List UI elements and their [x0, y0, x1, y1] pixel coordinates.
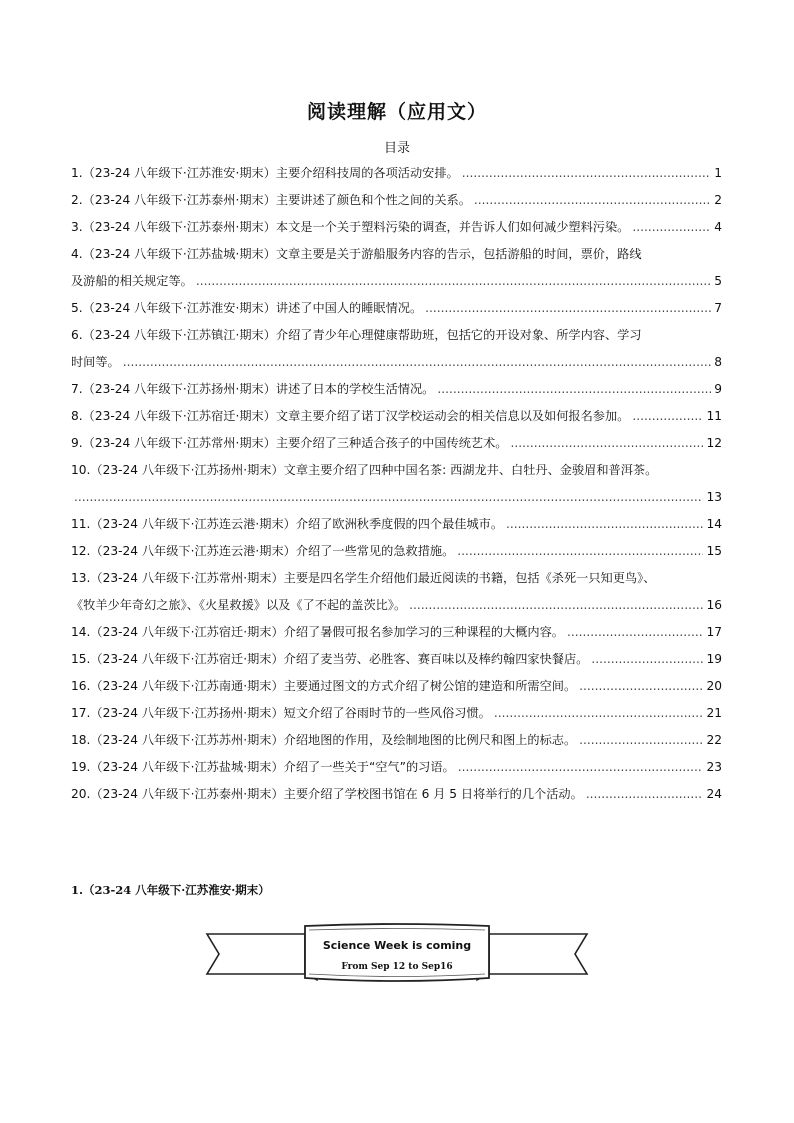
toc-entry-text: 5.（23-24 八年级下·江苏淮安·期末）讲述了中国人的睡眠情况。 [71, 301, 423, 315]
toc-entry[interactable] [71, 649, 722, 676]
toc-leader-dots [632, 217, 711, 238]
toc-entry-text-continued: 《牧羊少年奇幻之旅》、《火星救援》以及《了不起的盖茨比》。 [71, 598, 407, 612]
section-heading: 1.（23-24 八年级下·江苏淮安·期末） [71, 883, 270, 897]
toc-entry[interactable] [71, 541, 722, 568]
toc-leader-dots [494, 703, 704, 724]
toc-page-number: 11 [706, 409, 722, 423]
toc-leader-dots [425, 298, 711, 319]
toc-page-number: 13 [706, 490, 722, 504]
toc-leader-dots [409, 595, 703, 616]
banner-subtitle: From Sep 12 to Sep16 [341, 962, 453, 972]
toc-entry[interactable] [71, 433, 722, 460]
toc-entry-text: 4.（23-24 八年级下·江苏盐城·期末）文章主要是关于游船服务内容的告示，包括游船的时间，票价，路线 [71, 247, 642, 261]
toc-entry-text: 1.（23-24 八年级下·江苏淮安·期末）主要介绍科技周的各项活动安排。 [71, 166, 459, 180]
toc-page-number: 14 [706, 517, 722, 531]
toc-leader-dots [458, 757, 704, 778]
toc-entry-text: 18.（23-24 八年级下·江苏苏州·期末）介绍地图的作用，及绘制地图的比例尺和图上的标志。 [71, 733, 577, 747]
ribbon-banner-icon [205, 922, 589, 990]
toc-leader-dots [567, 622, 704, 643]
toc-entry-text: 17.（23-24 八年级下·江苏扬州·期末）短文介绍了谷雨时节的一些风俗习惯。 [71, 706, 491, 720]
toc-entry-text: 10.（23-24 八年级下·江苏扬州·期末）文章主要介绍了四种中国名茶: 西湖龙井、白牡丹、金骏眉和普洱茶。 [71, 463, 658, 477]
toc-entry[interactable] [71, 379, 722, 406]
toc-page-number: 1 [714, 166, 722, 180]
toc-entry-text: 6.（23-24 八年级下·江苏镇江·期末）介绍了青少年心理健康帮助班，包括它的开设对象、所学内容、学习 [71, 328, 642, 342]
toc-entry[interactable] [71, 622, 722, 649]
toc-heading: 目录 [383, 141, 410, 156]
toc-page-number: 20 [706, 679, 722, 693]
toc-entry-text: 20.（23-24 八年级下·江苏泰州·期末）主要介绍了学校图书馆在 6 月 5 日将举行的几个活动。 [71, 787, 583, 801]
toc-entry[interactable] [71, 568, 722, 622]
toc-entry-text: 13.（23-24 八年级下·江苏常州·期末）主要是四名学生介绍他们最近阅读的书籍，包括《杀死一只知更鸟》、 [71, 571, 656, 585]
toc-entry[interactable] [71, 217, 722, 244]
toc-page-number: 17 [706, 625, 722, 639]
toc-entry[interactable] [71, 460, 722, 514]
page-title: 阅读理解（应用文） [306, 101, 487, 123]
toc-entry[interactable] [71, 325, 722, 379]
toc-entry-text: 14.（23-24 八年级下·江苏宿迁·期末）介绍了暑假可报名参加学习的三种课程的大概内容。 [71, 625, 564, 639]
toc-leader-dots [579, 730, 703, 751]
toc-entry-text: 16.（23-24 八年级下·江苏南通·期末）主要通过图文的方式介绍了树公馆的建造和所需空间。 [71, 679, 577, 693]
toc-entry[interactable] [71, 244, 722, 298]
toc-page-number: 4 [714, 220, 722, 234]
toc-entry[interactable] [71, 406, 722, 433]
toc-leader-dots [437, 379, 711, 400]
toc-entry-text: 15.（23-24 八年级下·江苏宿迁·期末）介绍了麦当劳、必胜客、赛百味以及棒约翰四家快餐店。 [71, 652, 589, 666]
toc-entry[interactable] [71, 676, 722, 703]
toc-page-number: 23 [706, 760, 722, 774]
toc-leader-dots [462, 163, 712, 184]
toc-leader-dots [123, 352, 711, 373]
toc-leader-dots [506, 514, 703, 535]
toc-leader-dots [579, 676, 703, 697]
toc-entry-text: 11.（23-24 八年级下·江苏连云港·期末）介绍了欧洲秋季度假的四个最佳城市。 [71, 517, 504, 531]
toc-entry-text-continued: 时间等。 [71, 355, 120, 369]
toc-page-number: 2 [714, 193, 722, 207]
toc-page-number: 9 [714, 382, 722, 396]
toc-entry-text: 9.（23-24 八年级下·江苏常州·期末）主要介绍了三种适合孩子的中国传统艺术。 [71, 436, 508, 450]
toc-entry[interactable] [71, 703, 722, 730]
toc-page-number: 7 [714, 301, 722, 315]
toc-entry[interactable] [71, 757, 722, 784]
toc-page-number: 5 [714, 274, 722, 288]
banner-title: Science Week is coming [322, 939, 472, 952]
toc-leader-dots [510, 433, 703, 454]
toc-page-number: 19 [706, 652, 722, 666]
toc-entry-text: 12.（23-24 八年级下·江苏连云港·期末）介绍了一些常见的急救措施。 [71, 544, 455, 558]
toc-entry[interactable] [71, 298, 722, 325]
toc-entry[interactable] [71, 784, 722, 811]
toc-leader-dots [586, 784, 704, 805]
toc-entry-text: 2.（23-24 八年级下·江苏泰州·期末）主要讲述了颜色和个性之间的关系。 [71, 193, 471, 207]
toc-page-number: 15 [706, 544, 722, 558]
toc-page-number: 22 [706, 733, 722, 747]
toc-entry[interactable] [71, 190, 722, 217]
toc-entry[interactable] [71, 163, 722, 190]
toc-leader-dots [74, 487, 703, 508]
toc-entry-text: 8.（23-24 八年级下·江苏宿迁·期末）文章主要介绍了诺丁汉学校运动会的相关信息以及如何报名参加。 [71, 409, 630, 423]
toc-page-number: 12 [706, 436, 722, 450]
toc-entry-text: 19.（23-24 八年级下·江苏盐城·期末）介绍了一些关于“空气”的习语。 [71, 760, 455, 774]
toc-leader-dots [196, 271, 711, 292]
toc-page-number: 8 [714, 355, 722, 369]
toc-leader-dots [591, 649, 703, 670]
toc-entry-text: 7.（23-24 八年级下·江苏扬州·期末）讲述了日本的学校生活情况。 [71, 382, 435, 396]
toc-entry[interactable] [71, 730, 722, 757]
toc-entry-text: 3.（23-24 八年级下·江苏泰州·期末）本文是一个关于塑料污染的调查，并告诉人们如何减少塑料污染。 [71, 220, 630, 234]
toc-leader-dots [632, 406, 703, 427]
toc-leader-dots [474, 190, 711, 211]
toc-leader-dots [457, 541, 703, 562]
toc-page-number: 16 [706, 598, 722, 612]
toc-page-number: 21 [706, 706, 722, 720]
science-week-banner [205, 922, 589, 990]
table-of-contents [71, 163, 722, 811]
toc-page-number: 24 [706, 787, 722, 801]
toc-entry[interactable] [71, 514, 722, 541]
toc-entry-text-continued: 及游船的相关规定等。 [71, 274, 193, 288]
